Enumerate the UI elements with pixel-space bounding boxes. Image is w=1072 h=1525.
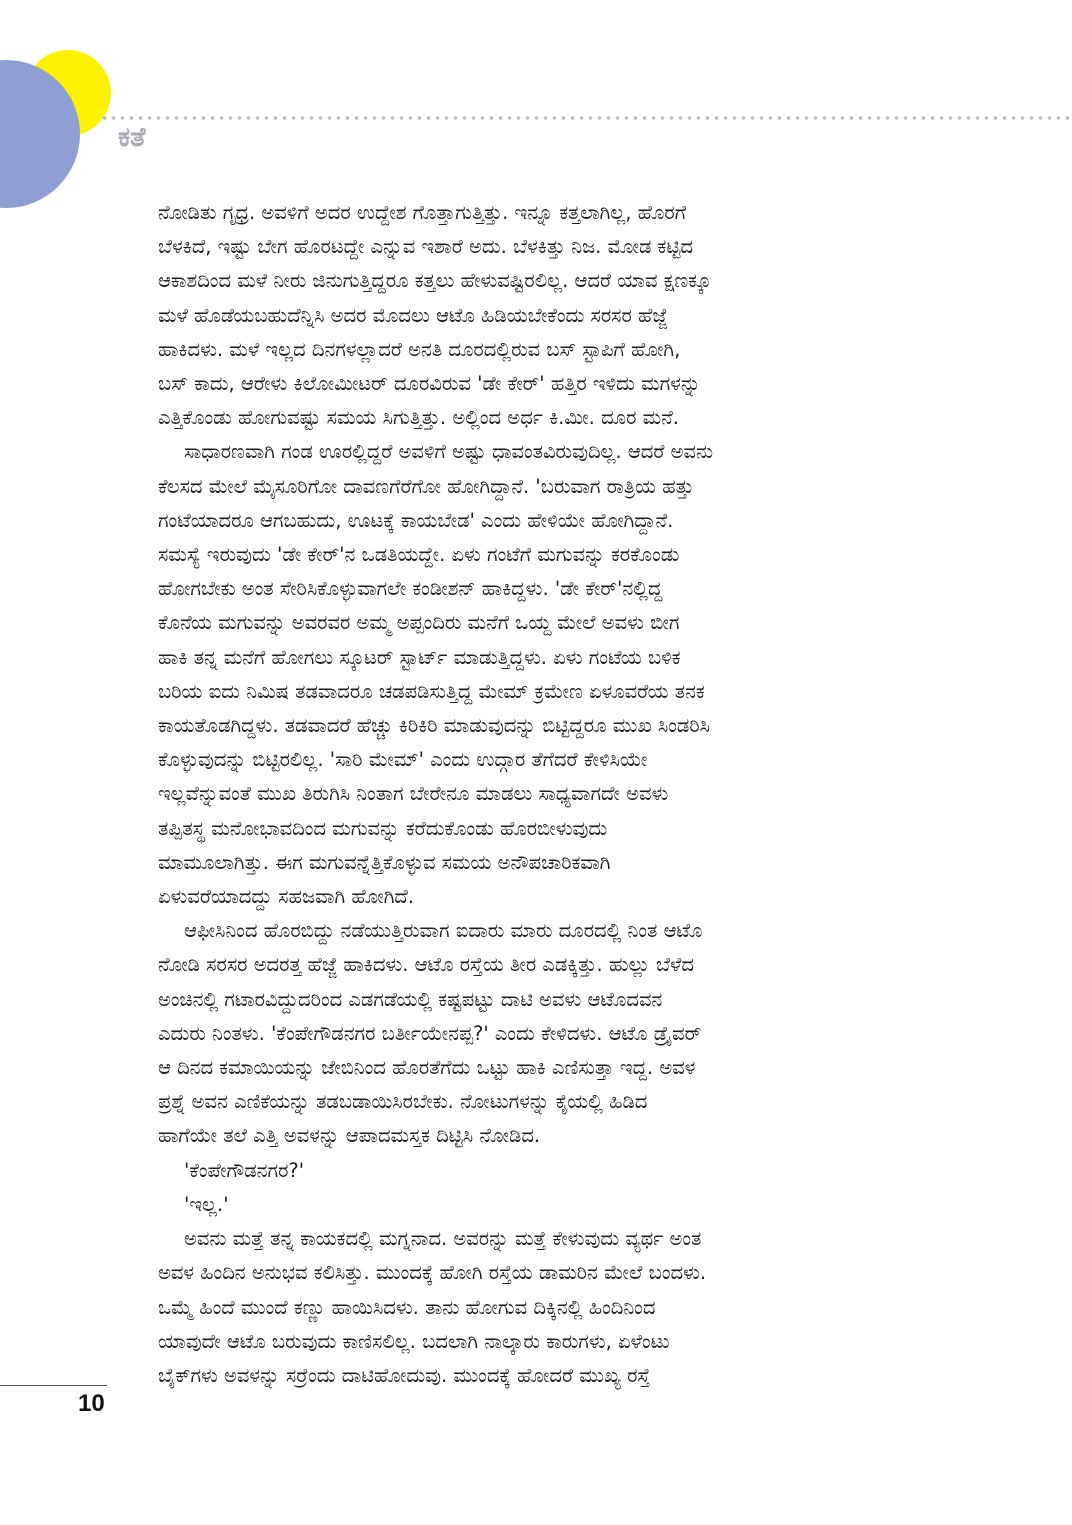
text-line: ಬೈಕ್‌ಗಳು ಅವಳನ್ನು ಸರ್ರೆಂದು ದಾಟಿಹೋದುವು. ಮುಂದಕ್ಕೆ ಹೋದರೆ ಮುಖ್ಯ ರಸ್ತೆ	[158, 1363, 651, 1387]
text-line: ಕಾಯತೊಡಗಿದ್ದಳು. ತಡವಾದರೆ ಹೆಚ್ಚು ಕಿರಿಕಿರಿ ಮಾಡುವುದನ್ನು ಬಿಟ್ಟಿದ್ದರೂ ಮುಖ ಸಿಂಡರಿಸಿ	[158, 714, 710, 738]
text-line: ಬಸ್ ಕಾದು, ಆರೇಳು ಕಿಲೋಮೀಟರ್ ದೂರವಿರುವ 'ಡೇ ಕೇರ್' ಹತ್ತಿರ ಇಳಿದು ಮಗಳನ್ನು	[158, 372, 701, 396]
header-dotted-rule	[100, 115, 1072, 121]
text-line: ತಪ್ಪಿತಸ್ಥ ಮನೋಭಾವದಿಂದ ಮಗುವನ್ನು ಕರೆದುಕೊಂಡು ಹೊರಬೀಳುವುದು	[158, 816, 608, 840]
text-line: ಹೋಗಬೇಕು ಅಂತ ಸೇರಿಸಿಕೊಳ್ಳುವಾಗಲೇ ಕಂಡೀಶನ್ ಹಾಕಿದ್ದಳು. 'ಡೇ ಕೇರ್'ನಲ್ಲಿದ್ದ	[158, 577, 663, 601]
text-line: ಕೆಲಸದ ಮೇಲೆ ಮೈಸೂರಿಗೋ ದಾವಣಗೆರೆಗೋ ಹೋಗಿದ್ದಾನೆ. 'ಬರುವಾಗ ರಾತ್ರಿಯ ಹತ್ತು	[158, 474, 694, 498]
text-line: ಎದುರು ನಿಂತಳು. 'ಕೆಂಪೇಗೌಡನಗರ ಬರ್ತೀಯೇನಪ್ಪ?' ಎಂದು ಕೇಳಿದಳು. ಆಟೊ ಡ್ರೈವರ್	[158, 1021, 702, 1045]
text-line: ಹಾಗೆಯೇ ತಲೆ ಎತ್ತಿ ಅವಳನ್ನು ಆಪಾದಮಸ್ತಕ ದಿಟ್ಟಿಸಿ ನೋಡಿದ.	[158, 1124, 541, 1148]
dialogue-line: 'ಕೆಂಪೇಗೌಡನಗರ?'	[184, 1158, 305, 1182]
text-line: ಪ್ರಶ್ನೆ ಅವನ ಎಣಿಕೆಯನ್ನು ತಡಬಡಾಯಿಸಿರಬೇಕು. ನೋಟುಗಳನ್ನು ಕೈಯಲ್ಲಿ ಹಿಡಿದ	[158, 1090, 648, 1114]
text-line: ಗಂಟೆಯಾದರೂ ಆಗಬಹುದು, ಊಟಕ್ಕೆ ಕಾಯಬೇಡ' ಎಂದು ಹೇಳಿಯೇ ಹೋಗಿದ್ದಾನೆ.	[158, 508, 674, 532]
text-line: ಅವಳ ಹಿಂದಿನ ಅನುಭವ ಕಲಿಸಿತ್ತು. ಮುಂದಕ್ಕೆ ಹೋಗಿ ರಸ್ತೆಯ ಡಾಮರಿನ ಮೇಲೆ ಬಂದಳು.	[158, 1261, 707, 1285]
text-line: ಹಾಕಿದಳು. ಮಳೆ ಇಲ್ಲದ ದಿನಗಳಲ್ಲಾದರೆ ಅನತಿ ದೂರದಲ್ಲಿರುವ ಬಸ್ ಸ್ಟಾಪಿಗೆ ಹೋಗಿ,	[158, 337, 681, 361]
text-line: ಕೊನೆಯ ಮಗುವನ್ನು ಅವರವರ ಅಮ್ಮ ಅಪ್ಪಂದಿರು ಮನೆಗೆ ಒಯ್ದ ಮೇಲೆ ಅವಳು ಬೀಗ	[158, 611, 680, 635]
page-number: 10	[78, 1390, 105, 1417]
text-line: ಇಲ್ಲವೆನ್ನುವಂತೆ ಮುಖ ತಿರುಗಿಸಿ ನಿಂತಾಗ ಬೇರೇನೂ ಮಾಡಲು ಸಾಧ್ಯವಾಗದೇ ಅವಳು	[158, 782, 669, 806]
text-line: ಆಫೀಸಿನಿಂದ ಹೊರಬಿದ್ದು ನಡೆಯುತ್ತಿರುವಾಗ ಐದಾರು ಮಾರು ದೂರದಲ್ಲಿ ನಿಂತ ಆಟೊ	[184, 919, 703, 943]
text-line: ಬರಿಯ ಐದು ನಿಮಿಷ ತಡವಾದರೂ ಚಡಪಡಿಸುತ್ತಿದ್ದ ಮೇಮ್ ಕ್ರಮೇಣ ಏಳೂವರೆಯ ತನಕ	[158, 679, 705, 703]
text-line: ಕೊಳ್ಳುವುದನ್ನು ಬಿಟ್ಟಿರಲಿಲ್ಲ. 'ಸಾರಿ ಮೇಮ್' ಎಂದು ಉದ್ಗಾರ ತೆಗೆದರೆ ಕೇಳಿಸಿಯೇ	[158, 748, 648, 772]
text-line: ಆ ದಿನದ ಕಮಾಯಿಯನ್ನು ಜೇಬಿನಿಂದ ಹೊರತೆಗೆದು ಒಟ್ಟು ಹಾಕಿ ಎಣಿಸುತ್ತಾ ಇದ್ದ. ಅವಳ	[158, 1056, 696, 1080]
text-line: ಒಮ್ಮೆ ಹಿಂದೆ ಮುಂದೆ ಕಣ್ಣು ಹಾಯಿಸಿದಳು. ತಾನು ಹೋಗುವ ದಿಕ್ಕಿನಲ್ಲಿ ಹಿಂದಿನಿಂದ	[158, 1295, 656, 1319]
text-line: ಎತ್ತಿಕೊಂಡು ಹೋಗುವಷ್ಟು ಸಮಯ ಸಿಗುತ್ತಿತ್ತು. ಅಲ್ಲಿಂದ ಅರ್ಧ ಕಿ.ಮೀ. ದೂರ ಮನೆ.	[158, 406, 679, 430]
text-line: ಯಾವುದೇ ಆಟೊ ಬರುವುದು ಕಾಣಿಸಲಿಲ್ಲ. ಬದಲಾಗಿ ನಾಲ್ಕಾರು ಕಾರುಗಳು, ಏಳೆಂಟು	[158, 1329, 670, 1353]
text-line: ಮಳೆ ಹೊಡೆಯಬಹುದೆನ್ನಿಸಿ ಅದರ ಮೊದಲು ಆಟೊ ಹಿಡಿಯಬೇಕೆಂದು ಸರಸರ ಹೆಜ್ಜೆ	[158, 303, 668, 327]
text-line: ಹಾಕಿ ತನ್ನ ಮನೆಗೆ ಹೋಗಲು ಸ್ಕೂಟರ್ ಸ್ಟಾರ್ಟ್ ಮಾಡುತ್ತಿದ್ದಳು. ಏಳು ಗಂಟೆಯ ಬಳಿಕ	[158, 645, 681, 669]
text-line: ಸಾಧಾರಣವಾಗಿ ಗಂಡ ಊರಲ್ಲಿದ್ದರೆ ಅವಳಿಗೆ ಅಷ್ಟು ಧಾವಂತವಿರುವುದಿಲ್ಲ. ಆದರೆ ಅವನು	[184, 440, 714, 464]
story-text	[158, 196, 910, 1393]
text-line: ಆಕಾಶದಿಂದ ಮಳೆ ನೀರು ಜಿನುಗುತ್ತಿದ್ದರೂ ಕತ್ತಲು ಹೇಳುವಷ್ಟಿರಲಿಲ್ಲ. ಆದರೆ ಯಾವ ಕ್ಷಣಕ್ಕೂ	[158, 269, 712, 293]
text-line: ಸಮಸ್ಯೆ ಇರುವುದು 'ಡೇ ಕೇರ್'ನ ಒಡತಿಯದ್ದೇ. ಏಳು ಗಂಟೆಗೆ ಮಗುವನ್ನು ಕರಕೊಂಡು	[158, 543, 680, 567]
text-line: ಬೆಳಕಿದೆ, ಇಷ್ಟು ಬೇಗ ಹೊರಟದ್ದೇ ಎನ್ನುವ ಇಶಾರೆ ಅದು. ಬೆಳಕಿತ್ತು ನಿಜ. ಮೋಡ ಕಟ್ಟಿದ	[158, 235, 694, 259]
text-line: ಮಾಮೂಲಾಗಿತ್ತು. ಈಗ ಮಗುವನ್ನೆತ್ತಿಕೊಳ್ಳುವ ಸಮಯ ಅನೌಪಚಾರಿಕವಾಗಿ	[158, 850, 611, 874]
dialogue-line: 'ಇಲ್ಲ.'	[184, 1192, 229, 1216]
text-line: ನೋಡಿ ಸರಸರ ಅದರತ್ತ ಹೆಜ್ಜೆ ಹಾಕಿದಳು. ಆಟೊ ರಸ್ತೆಯ ತೀರ ಎಡಕ್ಕಿತ್ತು. ಹುಲ್ಲು ಬೆಳೆದ	[158, 953, 695, 977]
text-line: ನೋಡಿತು ಗೃಧ್ರ. ಅವಳಿಗೆ ಅದರ ಉದ್ದೇಶ ಗೊತ್ತಾಗುತ್ತಿತ್ತು. ಇನ್ನೂ ಕತ್ತಲಾಗಿಲ್ಲ, ಹೊರಗೆ	[158, 201, 687, 224]
section-label: ಕತೆ	[118, 122, 146, 153]
text-line: ಏಳುವರೆಯಾದದ್ದು ಸಹಜವಾಗಿ ಹೋಗಿದೆ.	[158, 885, 414, 909]
footer-rule	[0, 1385, 107, 1386]
text-line: ಅವನು ಮತ್ತೆ ತನ್ನ ಕಾಯಕದಲ್ಲಿ ಮಗ್ನನಾದ. ಅವರನ್ನು ಮತ್ತೆ ಕೇಳುವುದು ವ್ಯರ್ಥ ಅಂತ	[184, 1227, 702, 1251]
text-line: ಅಂಚಿನಲ್ಲಿ ಗಟಾರವಿದ್ದುದರಿಂದ ಎಡಗಡೆಯಲ್ಲಿ ಕಷ್ಟಪಟ್ಟು ದಾಟಿ ಅವಳು ಆಟೊದವನ	[158, 987, 663, 1011]
